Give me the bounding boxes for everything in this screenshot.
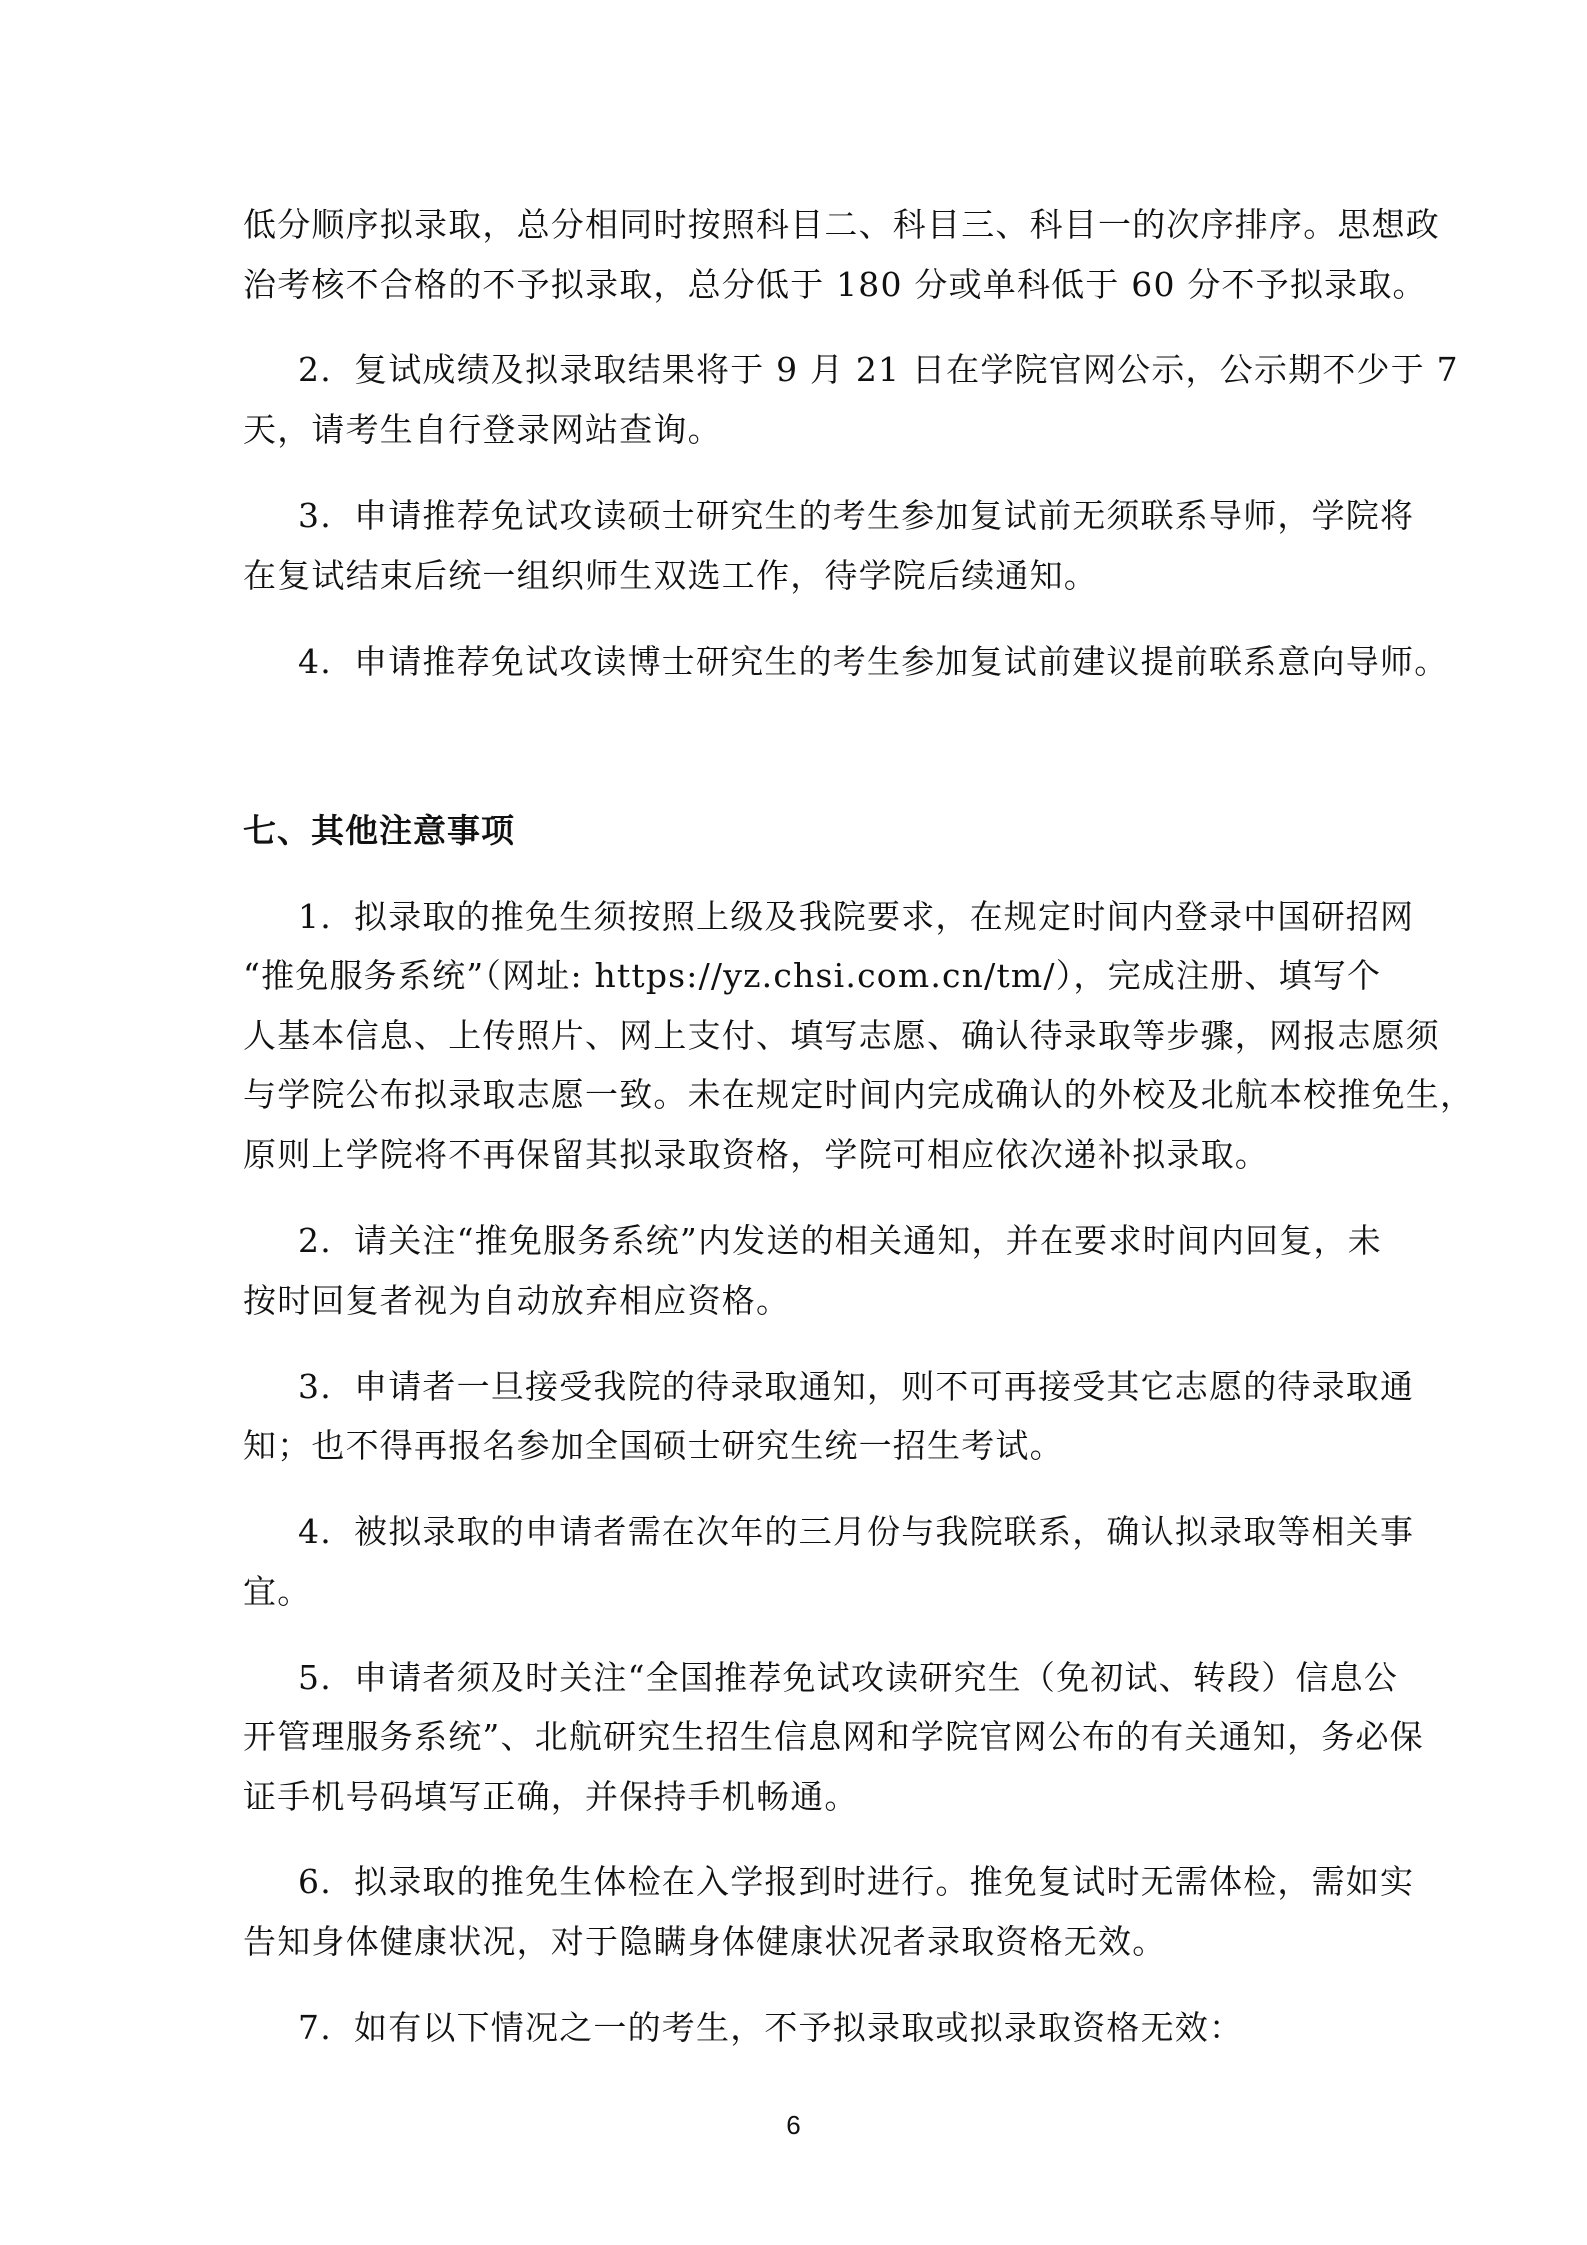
list-number: 4. (298, 642, 332, 681)
paragraph-line: 天，请考生自行登录网站查询。 (243, 410, 722, 449)
paragraph-line: 治考核不合格的不予拟录取，总分低于 180 分或单科低于 60 分不予拟录取。 (243, 265, 1427, 304)
list-text: 拟录取的推免生须按照上级及我院要求，在规定时间内登录中国研招网 (354, 897, 1415, 936)
list-text: 如有以下情况之一的考生，不予拟录取或拟录取资格无效： (354, 2008, 1244, 2047)
list-item-1 (298, 897, 1414, 937)
list-number: 7. (298, 2008, 332, 2047)
list-text: 申请者须及时关注“全国推荐免试攻读研究生（免初试、转段）信息公 (354, 1658, 1399, 1697)
list-text: 申请推荐免试攻读硕士研究生的考生参加复试前无须联系导师，学院将 (354, 496, 1415, 535)
list-number: 6. (298, 1862, 332, 1901)
list-text: 拟录取的推免生体检在入学报到时进行。推免复试时无需体检，需如实 (354, 1862, 1415, 1901)
list-number: 1. (298, 897, 332, 936)
list-item-2 (298, 350, 1459, 390)
paragraph-line: 低分顺序拟录取，总分相同时按照科目二、科目三、科目一的次序排序。思想政 (243, 205, 1440, 244)
list-number: 3. (298, 496, 332, 535)
list-item-3 (298, 1367, 1414, 1407)
paragraph-line: 原则上学院将不再保留其拟录取资格，学院可相应依次递补拟录取。 (243, 1135, 1269, 1174)
paragraph-line: 人基本信息、上传照片、网上支付、填写志愿、确认待录取等步骤，网报志愿须 (243, 1016, 1440, 1055)
paragraph-line: 与学院公布拟录取志愿一致。未在规定时间内完成确认的外校及北航本校推免生， (243, 1075, 1475, 1114)
list-item-2 (298, 1221, 1382, 1261)
paragraph-line: 开管理服务系统”、北航研究生招生信息网和学院官网公布的有关通知，务必保 (243, 1717, 1424, 1756)
list-item-5 (298, 1658, 1398, 1698)
paragraph-line: 在复试结束后统一组织师生双选工作，待学院后续通知。 (243, 556, 1098, 595)
list-text: 申请推荐免试攻读博士研究生的考生参加复试前建议提前联系意向导师。 (354, 642, 1449, 681)
list-text: 复试成绩及拟录取结果将于 9 月 21 日在学院官网公示，公示期不少于 7 (354, 350, 1459, 389)
list-number: 2. (298, 350, 332, 389)
list-number: 2. (298, 1221, 332, 1260)
list-item-7 (298, 2008, 1243, 2048)
list-text: 申请者一旦接受我院的待录取通知，则不可再接受其它志愿的待录取通 (354, 1367, 1415, 1406)
list-item-4 (298, 1512, 1414, 1552)
list-text: 被拟录取的申请者需在次年的三月份与我院联系，确认拟录取等相关事 (354, 1512, 1415, 1551)
list-item-3 (298, 496, 1414, 536)
paragraph-line: “推免服务系统”（网址: https://yz.chsi.com.cn/tm/），完成注册、填写个 (243, 956, 1382, 995)
list-number: 4. (298, 1512, 332, 1551)
page-number: 6 (786, 2110, 801, 2140)
list-item-6 (298, 1862, 1414, 1902)
list-text: 请关注“推免服务系统”内发送的相关通知，并在要求时间内回复，未 (354, 1221, 1382, 1260)
list-item-4 (298, 642, 1448, 682)
list-number: 5. (298, 1658, 332, 1697)
paragraph-line: 证手机号码填写正确，并保持手机畅通。 (243, 1777, 859, 1816)
list-number: 3. (298, 1367, 332, 1406)
paragraph-line: 知；也不得再报名参加全国硕士研究生统一招生考试。 (243, 1426, 1064, 1465)
paragraph-line: 告知身体健康状况，对于隐瞒身体健康状况者录取资格无效。 (243, 1922, 1167, 1961)
paragraph-line: 宜。 (243, 1572, 312, 1611)
paragraph-line: 按时回复者视为自动放弃相应资格。 (243, 1281, 791, 1320)
section-heading: 七、其他注意事项 (243, 811, 515, 850)
